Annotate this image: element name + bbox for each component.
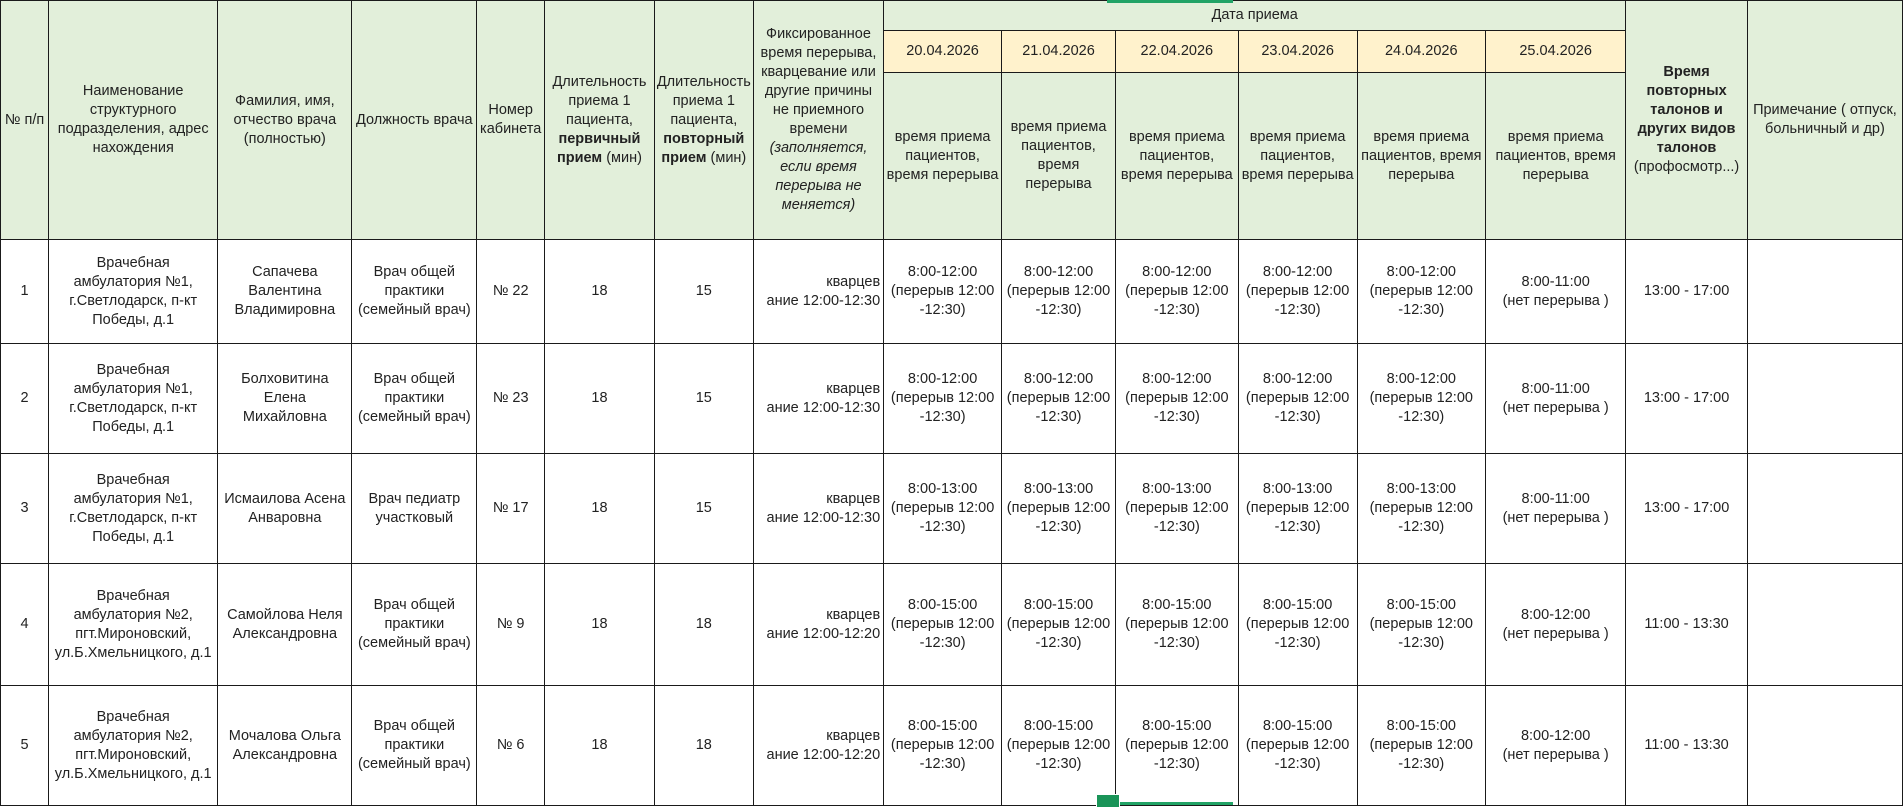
cell-day-4[interactable]: 8:00-12:00 (перерыв 12:00 -12:30) [1238, 240, 1357, 344]
header-repeat-post: (мин) [710, 149, 747, 166]
cell-num[interactable]: 5 [1, 686, 49, 806]
cell-day-6[interactable]: 8:00-12:00 (нет перерыва ) [1486, 686, 1626, 806]
cell-day-3[interactable]: 8:00-15:00 (перерыв 12:00 -12:30) [1115, 564, 1238, 686]
cell-break[interactable]: кварцев ание 12:00-12:20 [753, 686, 883, 806]
header-date-sub-1[interactable]: время приема пациентов, время перерыва [884, 73, 1002, 240]
header-date-sub-5[interactable]: время приема пациентов, время перерыва [1357, 73, 1486, 240]
cell-day-4[interactable]: 8:00-15:00 (перерыв 12:00 -12:30) [1238, 564, 1357, 686]
cell-room[interactable]: № 17 [477, 454, 545, 564]
cell-day-5[interactable]: 8:00-15:00 (перерыв 12:00 -12:30) [1357, 564, 1486, 686]
cell-position[interactable]: Врач общей практики (семейный врач) [352, 240, 477, 344]
cell-repeat[interactable]: 15 [654, 344, 753, 454]
cell-day-3[interactable]: 8:00-15:00 (перерыв 12:00 -12:30) [1115, 686, 1238, 806]
cell-day-6[interactable]: 8:00-11:00 (нет перерыва ) [1486, 240, 1626, 344]
selection-fill-handle[interactable] [1096, 794, 1120, 807]
cell-num[interactable]: 2 [1, 344, 49, 454]
header-date-sub-2[interactable]: время приема пациентов, время перерыва [1002, 73, 1116, 240]
cell-doctor[interactable]: Мочалова Ольга Александровна [218, 686, 352, 806]
cell-day-1[interactable]: 8:00-15:00 (перерыв 12:00 -12:30) [884, 686, 1002, 806]
cell-day-6[interactable]: 8:00-11:00 (нет перерыва ) [1486, 344, 1626, 454]
selection-border-bottom [1120, 802, 1233, 805]
cell-day-5[interactable]: 8:00-13:00 (перерыв 12:00 -12:30) [1357, 454, 1486, 564]
cell-primary[interactable]: 18 [545, 686, 655, 806]
header-repeat-pre: Длительность приема 1 пациента, [656, 73, 751, 128]
cell-note[interactable] [1747, 686, 1902, 806]
header-break[interactable] [753, 1, 883, 240]
cell-day-5[interactable]: 8:00-12:00 (перерыв 12:00 -12:30) [1357, 240, 1486, 344]
cell-day-2[interactable]: 8:00-15:00 (перерыв 12:00 -12:30) [1002, 686, 1116, 806]
header-note[interactable]: Примечание ( отпуск, больничный и др) [1747, 1, 1902, 240]
header-date-6[interactable]: 25.04.2026 [1486, 31, 1626, 73]
cell-break[interactable]: кварцев ание 12:00-12:30 [753, 454, 883, 564]
cell-position[interactable]: Врач общей практики (семейный врач) [352, 686, 477, 806]
cell-day-1[interactable]: 8:00-15:00 (перерыв 12:00 -12:30) [884, 564, 1002, 686]
cell-primary[interactable]: 18 [545, 564, 655, 686]
cell-unit[interactable]: Врачебная амбулатория №2, пгт.Мироновский, ул.Б.Хмельницкого, д.1 [49, 686, 218, 806]
cell-repeat-time[interactable]: 13:00 - 17:00 [1626, 454, 1748, 564]
header-primary-post: (мин) [606, 149, 642, 166]
table-row [1, 240, 1903, 344]
cell-repeat-time[interactable]: 13:00 - 17:00 [1626, 344, 1748, 454]
cell-room[interactable]: № 22 [477, 240, 545, 344]
header-date-sub-3[interactable]: время приема пациентов, время перерыва [1115, 73, 1238, 240]
cell-day-6[interactable]: 8:00-12:00 (нет перерыва ) [1486, 564, 1626, 686]
cell-note[interactable] [1747, 344, 1902, 454]
header-position[interactable]: Должность врача [352, 1, 477, 240]
cell-repeat-time[interactable]: 11:00 - 13:30 [1626, 686, 1748, 806]
cell-day-1[interactable]: 8:00-13:00 (перерыв 12:00 -12:30) [884, 454, 1002, 564]
cell-position[interactable]: Врач педиатр участковый [352, 454, 477, 564]
header-repeat-time[interactable] [1626, 1, 1748, 240]
header-repeat-time-bold: Время повторных талонов и других видов талонов [1637, 64, 1736, 156]
cell-room[interactable]: № 6 [477, 686, 545, 806]
cell-room[interactable]: № 23 [477, 344, 545, 454]
cell-day-4[interactable]: 8:00-13:00 (перерыв 12:00 -12:30) [1238, 454, 1357, 564]
cell-day-2[interactable]: 8:00-12:00 (перерыв 12:00 -12:30) [1002, 240, 1116, 344]
header-break-note: (заполняется, если время перерыва не меняется) [769, 140, 868, 213]
header-date-4[interactable]: 23.04.2026 [1238, 31, 1357, 73]
cell-day-5[interactable]: 8:00-15:00 (перерыв 12:00 -12:30) [1357, 686, 1486, 806]
cell-day-3[interactable]: 8:00-12:00 (перерыв 12:00 -12:30) [1115, 240, 1238, 344]
cell-position[interactable]: Врач общей практики (семейный врач) [352, 344, 477, 454]
cell-primary[interactable]: 18 [545, 454, 655, 564]
cell-day-2[interactable]: 8:00-12:00 (перерыв 12:00 -12:30) [1002, 344, 1116, 454]
cell-unit[interactable]: Врачебная амбулатория №1, г.Светлодарск, п-кт Победы, д.1 [49, 344, 218, 454]
header-primary[interactable] [545, 1, 655, 240]
cell-repeat[interactable]: 15 [654, 454, 753, 564]
cell-repeat-time[interactable]: 13:00 - 17:00 [1626, 240, 1748, 344]
cell-num[interactable]: 1 [1, 240, 49, 344]
header-date-sub-6[interactable]: время приема пациентов, время перерыва [1486, 73, 1626, 240]
cell-day-4[interactable]: 8:00-12:00 (перерыв 12:00 -12:30) [1238, 344, 1357, 454]
header-date-3[interactable]: 22.04.2026 [1115, 31, 1238, 73]
cell-num[interactable]: 4 [1, 564, 49, 686]
cell-unit[interactable]: Врачебная амбулатория №2, пгт.Мироновский, ул.Б.Хмельницкого, д.1 [49, 564, 218, 686]
header-repeat-time-rest: (профосмотр...) [1633, 159, 1740, 175]
cell-unit[interactable]: Врачебная амбулатория №1, г.Светлодарск, п-кт Победы, д.1 [49, 454, 218, 564]
header-date-1[interactable]: 20.04.2026 [884, 31, 1002, 73]
header-unit[interactable]: Наименование структурного подразделения, адрес нахождения [49, 1, 218, 240]
cell-repeat[interactable]: 15 [654, 240, 753, 344]
cell-day-6[interactable]: 8:00-11:00 (нет перерыва ) [1486, 454, 1626, 564]
cell-room[interactable]: № 9 [477, 564, 545, 686]
cell-primary[interactable]: 18 [545, 240, 655, 344]
table-row [1, 564, 1903, 686]
header-date-5[interactable]: 24.04.2026 [1357, 31, 1486, 73]
cell-doctor[interactable]: Болховитина Елена Михайловна [218, 344, 352, 454]
table-row [1, 686, 1903, 806]
header-date-group[interactable]: Дата приема [884, 1, 1626, 31]
cell-day-2[interactable]: 8:00-13:00 (перерыв 12:00 -12:30) [1002, 454, 1116, 564]
cell-day-4[interactable]: 8:00-15:00 (перерыв 12:00 -12:30) [1238, 686, 1357, 806]
table-row [1, 344, 1903, 454]
cell-day-1[interactable]: 8:00-12:00 (перерыв 12:00 -12:30) [884, 240, 1002, 344]
cell-unit[interactable]: Врачебная амбулатория №1, г.Светлодарск, п-кт Победы, д.1 [49, 240, 218, 344]
cell-day-3[interactable]: 8:00-12:00 (перерыв 12:00 -12:30) [1115, 344, 1238, 454]
cell-doctor[interactable]: Исмаилова Асена Анваровна [218, 454, 352, 564]
table-row [1, 454, 1903, 564]
cell-position[interactable]: Врач общей практики (семейный врач) [352, 564, 477, 686]
cell-day-1[interactable]: 8:00-12:00 (перерыв 12:00 -12:30) [884, 344, 1002, 454]
selection-border-top [1107, 0, 1233, 3]
cell-note[interactable] [1747, 454, 1902, 564]
cell-day-3[interactable]: 8:00-13:00 (перерыв 12:00 -12:30) [1115, 454, 1238, 564]
cell-num[interactable]: 3 [1, 454, 49, 564]
header-date-sub-4[interactable]: время приема пациентов, время перерыва [1238, 73, 1357, 240]
cell-note[interactable] [1747, 240, 1902, 344]
header-doctor[interactable]: Фамилия, имя, отчество врача (полностью) [218, 1, 352, 240]
cell-day-2[interactable]: 8:00-15:00 (перерыв 12:00 -12:30) [1002, 564, 1116, 686]
header-repeat[interactable] [654, 1, 753, 240]
cell-doctor[interactable]: Сапачева Валентина Владимировна [218, 240, 352, 344]
cell-primary[interactable]: 18 [545, 344, 655, 454]
header-num[interactable]: № п/п [1, 1, 49, 240]
cell-break[interactable]: кварцев ание 12:00-12:30 [753, 344, 883, 454]
header-room[interactable]: Номер кабинета [477, 1, 545, 240]
cell-note[interactable] [1747, 564, 1902, 686]
header-date-2[interactable]: 21.04.2026 [1002, 31, 1116, 73]
cell-repeat-time[interactable]: 11:00 - 13:30 [1626, 564, 1748, 686]
cell-repeat[interactable]: 18 [654, 686, 753, 806]
cell-break[interactable]: кварцев ание 12:00-12:20 [753, 564, 883, 686]
cell-day-5[interactable]: 8:00-12:00 (перерыв 12:00 -12:30) [1357, 344, 1486, 454]
cell-break[interactable]: кварцев ание 12:00-12:30 [753, 240, 883, 344]
cell-repeat[interactable]: 18 [654, 564, 753, 686]
header-primary-bold: первичный прием [557, 130, 641, 166]
header-repeat-bold: повторный прием [661, 130, 745, 166]
header-primary-pre: Длительность приема 1 пациента, [552, 73, 647, 128]
header-break-main: Фиксированное время перерыва, кварцевание или другие причины не приемного времени [760, 26, 877, 137]
cell-doctor[interactable]: Самойлова Неля Александровна [218, 564, 352, 686]
